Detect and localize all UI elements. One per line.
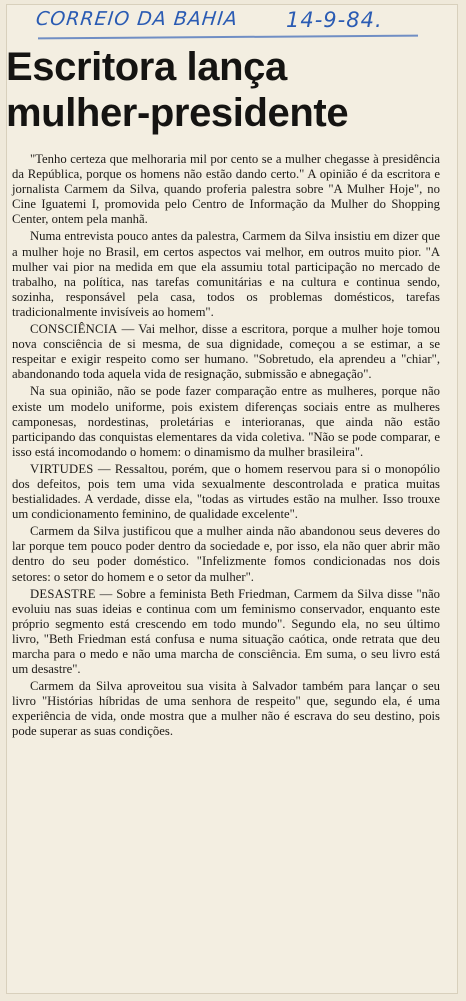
paragraph-text: Na sua opinião, não se pode fazer comparação entre as mulheres, porque não existe um modelo uniforme, pois existem diferenças sociais entre as mulheres camponesas, nordestinas, proletárias e interioranas, que ainda não estão participando das conquistas elementares da vida coletiva. "Não se pode comparar, e isso está incomodando o homem: o dinamismo da mulher brasileira".: [12, 384, 440, 459]
handwritten-date: 14-9-84.: [286, 8, 383, 32]
paragraph-text: "Tenho certeza que melhoraria mil por cento se a mulher chegasse à presidência da República, porque os homens não estão dando certo." A opinião é da escritora e jornalista Carmem da Silva, quando proferia palestra sobre "A Mulher Hoje", no Cine Iguatemi I, promovida pelo Centro de Informação da Mulher do Shopping Center, ontem pela manhã.: [12, 152, 440, 227]
section-lead: DESASTRE: [30, 586, 96, 601]
paragraph-text: — Vai melhor, disse a escritora, porque a mulher hoje tomou nova consciência de si mesma, de sua dignidade, começou a se estimar, a se respeitar e exigir respeito como ser humano. "Sobretudo, ela aprendeu a "chiar", abandonando toda aquela vida de resignação, submissão e abnegação".: [12, 322, 440, 382]
paragraph-text: Carmem da Silva aproveitou sua visita à Salvador também para lançar o seu livro "Histórias híbridas de uma senhora de respeito" que, segundo ela, é uma experiência de vida, onde mostra que a mulher não é escrava do seu destino, pois pode superar as suas condições.: [12, 679, 440, 739]
article-paragraph: [12, 229, 440, 320]
article-headline: [6, 44, 446, 136]
headline-line-2: mulher-presidente: [6, 91, 349, 135]
article-paragraph: [12, 587, 440, 678]
section-lead: VIRTUDES: [30, 461, 94, 476]
article-paragraph: [12, 679, 440, 739]
section-lead: CONSCIÊNCIA: [30, 322, 118, 337]
paragraph-text: — Ressaltou, porém, que o homem reservou para si o monopólio dos defeitos, pois tem uma vida sexualmente descontrolada e pratica muitas bestialidades. A verdade, disse ela, "todas as virtudes estão na mulher. Isso trouxe um condicionamento feminino, de qualidade excelente".: [12, 461, 440, 522]
paragraph-text: Numa entrevista pouco antes da palestra, Carmem da Silva insistiu em dizer que a mulher hoje no Brasil, em certos aspectos vai melhor, em outros muito pior. "A mulher vai pior na medida em que ela assumiu total participação no mercado de trabalho, na política, nas tarefas comunitárias e na cultura e continua sendo, sozinha, responsável pela casa, todos os problemas domésticos, tarefas tradicionalmente invisíveis ao homem".: [12, 229, 440, 319]
article-paragraph: [12, 152, 440, 227]
paragraph-text: — Sobre a feminista Beth Friedman, Carmem da Silva disse "não evoluiu nas suas ideias e continua com um feminismo conservador, enquanto este próprio segmento está crescendo em todo mundo". Segundo ela, no seu último livro, "Beth Friedman está confusa e numa situação caótica, onde retrata que deu marcha para o medo e não uma marcha de consciência. Em suma, o seu livro está um desastre".: [12, 586, 440, 677]
article-body: [12, 152, 440, 740]
headline-line-1: Escritora lança: [6, 45, 287, 89]
article-paragraph: [12, 322, 440, 382]
paragraph-text: Carmem da Silva justificou que a mulher ainda não abandonou seus deveres do lar porque tem pouco poder dentro da sociedade e, por isso, ela não quer abrir mão dentro do seu poder doméstico. "Infelizmente fomos condicionadas nos dois setores: o setor do homem e o setor da mulher".: [12, 524, 440, 584]
article-paragraph: [12, 462, 440, 522]
article-paragraph: [12, 384, 440, 459]
handwritten-newspaper-name: CORREIO DA BAHIA: [34, 8, 239, 30]
article-paragraph: [12, 524, 440, 584]
